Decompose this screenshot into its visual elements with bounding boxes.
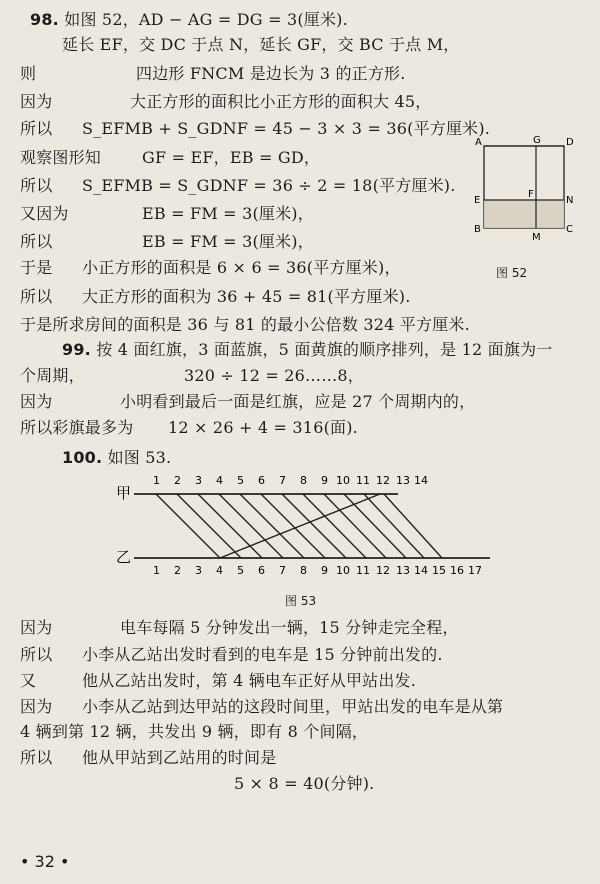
label-suoyi-100-1: 所以 [20, 645, 53, 664]
point-m: M [532, 232, 541, 243]
figure-53-caption: 图 53 [285, 594, 317, 608]
problem-98-text-6: GF = EF，EB = GD， [142, 148, 321, 167]
label-suoyi-2: 所以 [20, 176, 53, 195]
problem-98-text-1: 如图 52，AD − AG = DG = 3(厘米). [64, 10, 348, 29]
bottom-tick-14: 14 [414, 564, 428, 577]
problem-99-line-1 [62, 340, 552, 360]
problem-98-line-2: 延长 EF，交 DC 于点 N，延长 GF，交 BC 于点 M， [62, 35, 460, 54]
bottom-tick-4: 4 [216, 564, 223, 577]
label-suoyi-3: 所以 [20, 232, 53, 251]
problem-98-text-4: 大正方形的面积比小正方形的面积大 45， [130, 92, 432, 111]
problem-100-number: 100. [62, 448, 103, 467]
top-ticks [153, 474, 428, 487]
label-yi: 乙 [116, 548, 132, 566]
top-tick-5: 5 [237, 474, 244, 487]
top-tick-11: 11 [356, 474, 370, 487]
top-tick-14: 14 [414, 474, 428, 487]
problem-99-text-1: 按 4 面红旗，3 面蓝旗，5 面黄旗的顺序排列，是 12 面旗为一 [96, 340, 553, 359]
bottom-tick-12: 12 [376, 564, 390, 577]
top-tick-12: 12 [376, 474, 390, 487]
point-n: N [566, 195, 574, 206]
diagonal-12 [384, 494, 442, 558]
problem-98-number: 98. [30, 10, 59, 29]
diagonal-1 [156, 494, 220, 558]
top-tick-2: 2 [174, 474, 181, 487]
problem-98-text-9: EB = FM = 3(厘米)， [142, 232, 314, 251]
figure-53 [108, 470, 518, 590]
bottom-tick-8: 8 [300, 564, 307, 577]
bottom-tick-5: 5 [237, 564, 244, 577]
diagonal-4 [219, 494, 283, 558]
label-you-100: 又 [20, 671, 37, 690]
bottom-tick-13: 13 [396, 564, 410, 577]
problem-98-text-8: EB = FM = 3(厘米)， [142, 204, 314, 223]
shaded-strip [484, 200, 564, 228]
problem-99-text-2: 个周期， [20, 366, 85, 385]
problem-100-text-6: 他从甲站到乙站用的时间是 [82, 748, 277, 767]
label-suoyi-1: 所以 [20, 119, 53, 138]
top-tick-3: 3 [195, 474, 202, 487]
point-d: D [566, 137, 574, 148]
diagonal-11 [364, 494, 424, 558]
point-f: F [528, 189, 534, 200]
label-suoyi-4: 所以 [20, 287, 53, 306]
label-yushi: 于是 [20, 258, 53, 277]
top-tick-7: 7 [279, 474, 286, 487]
bottom-tick-2: 2 [174, 564, 181, 577]
diagonal-10 [344, 494, 406, 558]
bottom-tick-17: 17 [468, 564, 482, 577]
problem-100-line-6: 4 辆到第 12 辆，共发出 9 辆，即有 8 个间隔， [20, 722, 369, 741]
point-c: C [566, 224, 573, 235]
diagonals [156, 494, 442, 558]
bottom-ticks [153, 564, 482, 577]
label-suoyi-100-2: 所以 [20, 748, 53, 767]
figure-53-svg [108, 470, 518, 590]
diagonal-2 [177, 494, 241, 558]
problem-98-text-11: 大正方形的面积为 36 + 45 = 81(平方厘米). [82, 287, 411, 306]
point-g: G [533, 135, 541, 146]
point-e: E [474, 195, 481, 206]
diagonal-3 [198, 494, 262, 558]
point-a: A [475, 137, 482, 148]
problem-99-text-4: 小明看到最后一面是红旗，应是 27 个周期内的， [120, 392, 476, 411]
top-tick-10: 10 [336, 474, 350, 487]
bottom-tick-1: 1 [153, 564, 160, 577]
bottom-tick-3: 3 [195, 564, 202, 577]
top-tick-13: 13 [396, 474, 410, 487]
bottom-tick-9: 9 [321, 564, 328, 577]
diagonal-6 [261, 494, 325, 558]
bottom-tick-15: 15 [432, 564, 446, 577]
problem-100-intro: 如图 53. [107, 448, 172, 467]
problem-100-text-2: 小李从乙站出发时看到的电车是 15 分钟前出发的. [82, 645, 443, 664]
label-yinwei-99: 因为 [20, 392, 53, 411]
label-yinwei-100-1: 因为 [20, 618, 53, 637]
bottom-tick-7: 7 [279, 564, 286, 577]
problem-100-text-1: 电车每隔 5 分钟发出一辆，15 分钟走完全程， [120, 618, 459, 637]
top-tick-9: 9 [321, 474, 328, 487]
top-tick-6: 6 [258, 474, 265, 487]
problem-99-text-3: 320 ÷ 12 = 26……8， [184, 366, 364, 385]
diagonal-5 [240, 494, 304, 558]
problem-98-text-10: 小正方形的面积是 6 × 6 = 36(平方厘米)， [82, 258, 401, 277]
figure-52 [468, 130, 578, 250]
label-youyinwei: 又因为 [20, 204, 69, 223]
problem-100-text-3: 他从乙站出发时，第 4 辆电车正好从甲站出发. [82, 671, 417, 690]
problem-98-line-12: 于是所求房间的面积是 36 与 81 的最小公倍数 324 平方厘米. [20, 315, 470, 334]
figure-52-caption: 图 52 [496, 266, 528, 280]
label-yinwei: 因为 [20, 92, 53, 111]
label-caiqi: 所以彩旗最多为 [20, 418, 134, 437]
bottom-tick-16: 16 [450, 564, 464, 577]
diagonal-7 [282, 494, 346, 558]
bottom-tick-6: 6 [258, 564, 265, 577]
problem-98-text-3: 四边形 FNCM 是边长为 3 的正方形. [136, 64, 406, 83]
problem-100-line-1 [62, 448, 171, 468]
page-number: • 32 • [20, 852, 70, 871]
problem-98-text-5: S_EFMB + S_GDNF = 45 − 3 × 3 = 36(平方厘米). [82, 119, 491, 138]
label-jia: 甲 [116, 484, 132, 502]
top-tick-1: 1 [153, 474, 160, 487]
figure-52-svg [468, 130, 578, 250]
problem-99-text-5: 12 × 26 + 4 = 316(面). [168, 418, 358, 437]
point-b: B [474, 224, 481, 235]
problem-100-text-4: 小李从乙站到达甲站的这段时间里，甲站出发的电车是从第 [82, 697, 504, 716]
top-tick-4: 4 [216, 474, 223, 487]
problem-99-number: 99. [62, 340, 91, 359]
problem-99-line-2 [20, 366, 364, 386]
problem-98-line-1 [30, 10, 348, 30]
label-ze: 则 [20, 64, 37, 83]
label-guancha: 观察图形知 [20, 148, 102, 167]
label-yinwei-100-2: 因为 [20, 697, 53, 716]
problem-100-line-8: 5 × 8 = 40(分钟). [234, 774, 375, 793]
top-tick-8: 8 [300, 474, 307, 487]
problem-98-text-7: S_EFMB = S_GDNF = 36 ÷ 2 = 18(平方厘米). [82, 176, 456, 195]
bottom-tick-11: 11 [356, 564, 370, 577]
bottom-tick-10: 10 [336, 564, 350, 577]
